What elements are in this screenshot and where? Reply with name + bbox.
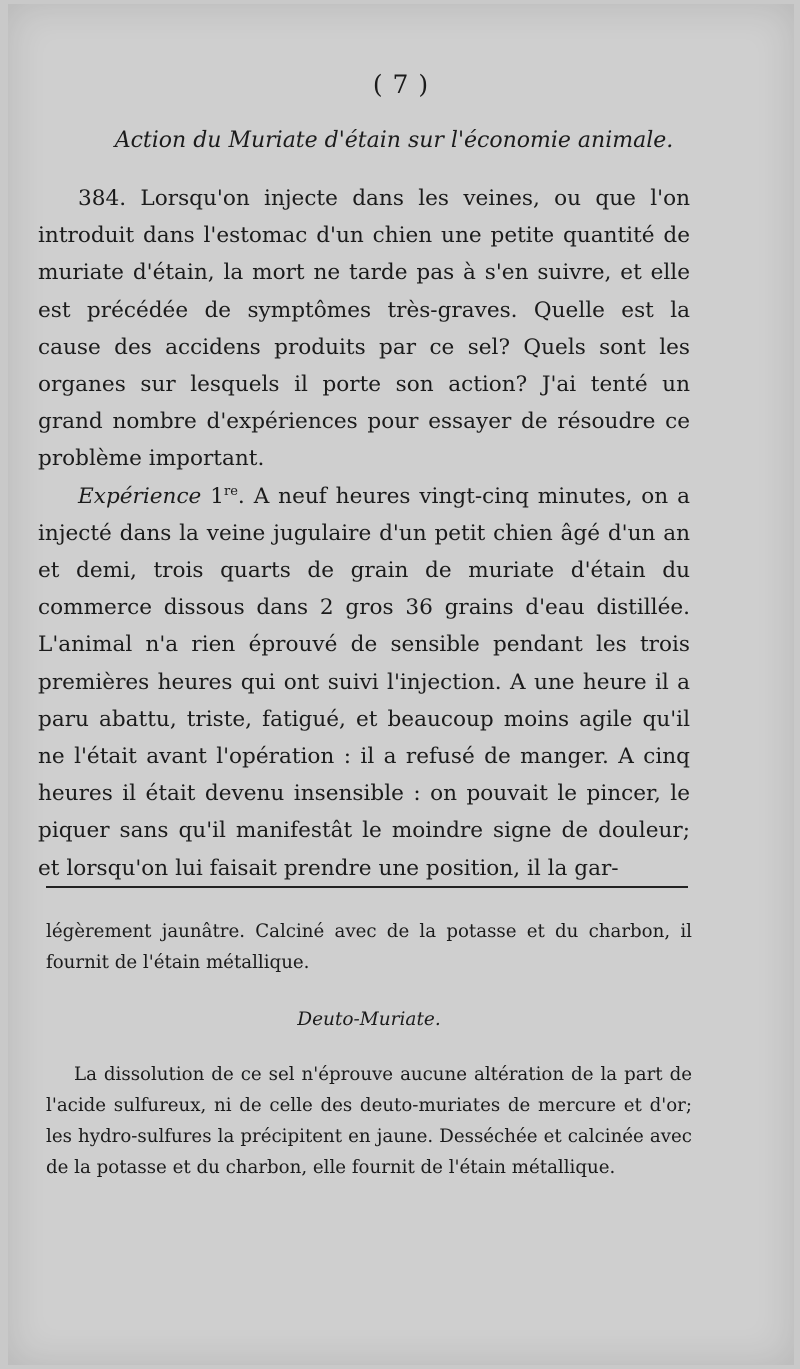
experience-ordinal-suffix: re [224, 483, 238, 499]
page-number: ( 7 ) [372, 70, 430, 99]
paragraph-384: 384. Lorsqu'on injecte dans les veines, ou que l'on introduit dans l'estomac d'un chien une petite quantité de muriate d'étain, la mort ne tarde pas à s'en suivre, et elle est précédée de symptômes très-graves. Quelle est la cause des accidens produits par ce sel? Quels sont les organes sur lesquels il porte son action? J'ai tenté un grand nombre d'expériences pour essayer de résoudre ce problème important. [38, 186, 690, 472]
section-title: Action du Muriate d'étain sur l'économie animale. [114, 128, 674, 153]
book-page [8, 4, 794, 1365]
experience-text: . A neuf heures vingt-cinq minutes, on a injecté dans la veine jugulaire d'un petit chien âgé d'un an et demi, trois quarts de grain de muriate d'étain du commerce dissous dans 2 gros 36 grains d'eau distillée. L'animal n'a rien éprouvé de sensible pendant les trois premières heures qui ont suivi l'injection. A une heure il a paru abattu, triste, fatigué, et beaucoup moins agile qu'il ne l'était avant l'opération : il a refusé de manger. A cinq heures il était devenu insensible : on pouvait le pincer, le piquer sans qu'il manifestât le moindre signe de douleur; et lorsqu'on lui faisait prendre une position, il la gar- [38, 483, 690, 881]
footnote-paragraph: La dissolution de ce sel n'éprouve aucune altération de la part de l'acide sulfureux, ni de celle des deuto-muriates de mercure et d'or; les hydro-sulfures la précipitent en jaune. Desséchée et calcinée avec de la potasse et du charbon, elle fournit de l'étain métallique. [46, 1064, 692, 1178]
paragraph-experience-1 [38, 478, 690, 887]
main-text [38, 180, 690, 887]
footnote-block [46, 916, 692, 1183]
experience-label: Expérience [78, 483, 202, 509]
footnote-continuation: légèrement jaunâtre. Calciné avec de la potasse et du charbon, il fournit de l'étain métallique. [46, 921, 692, 973]
footnote-divider [46, 886, 688, 888]
experience-number: 1 [210, 483, 224, 509]
footnote-subheading: Deuto-Muriate. [297, 1009, 441, 1030]
